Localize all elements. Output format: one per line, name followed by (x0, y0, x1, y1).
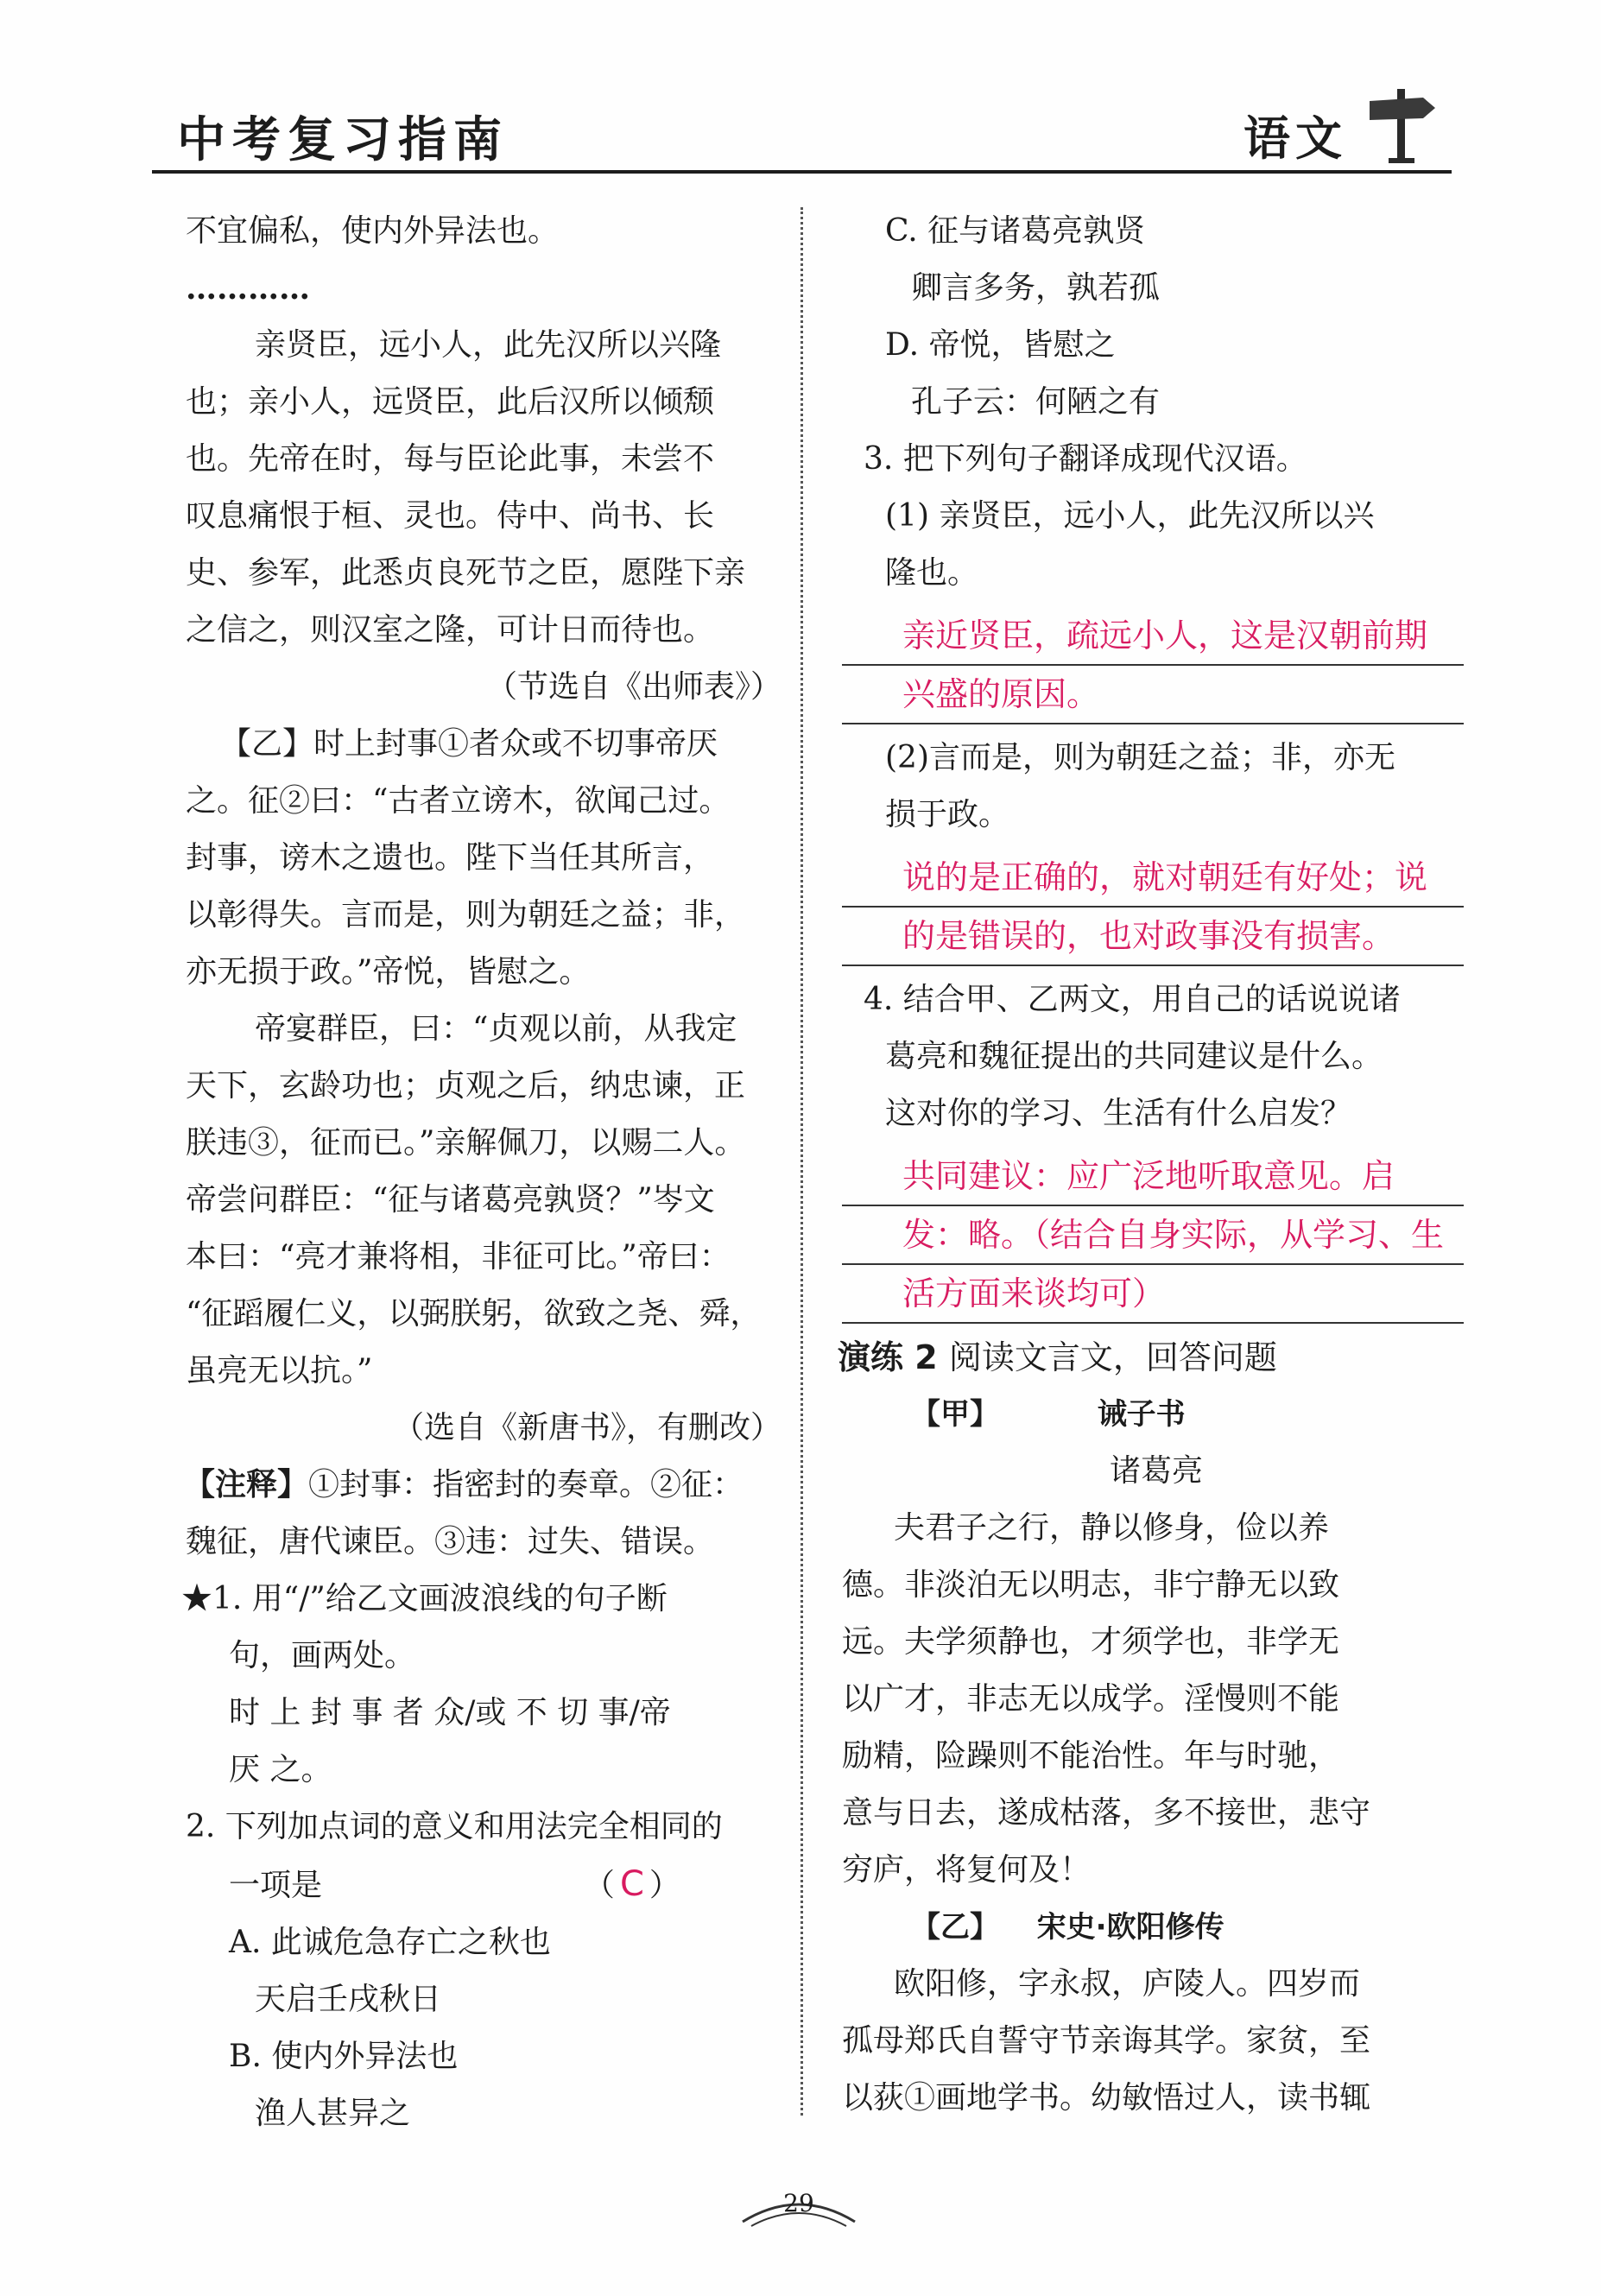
book-title: 中考复习指南 (177, 112, 509, 168)
passage-line: 叹息痛恨于桓、灵也。侍中、尚书、长 (186, 498, 715, 534)
question-2 (186, 1799, 782, 2142)
ellipsis: ………… (186, 270, 310, 307)
question-text: 这对你的学习、生活有什么启发？ (885, 1096, 1352, 1131)
passage-line: 德。非淡泊无以明志，非宁静无以致 (842, 1567, 1340, 1603)
passage-line: 帝尝问群臣：“征与诸葛亮孰贤？”岑文 (186, 1182, 715, 1218)
option-b: B. 使内外异法也 (229, 2039, 459, 2074)
question-text: 句，画两处。 (229, 1638, 416, 1673)
option-d: D. 帝悦，皆慰之 (885, 327, 1116, 363)
passage-line: 本曰：“亮才兼将相，非征可比。”帝曰： (186, 1239, 731, 1275)
yi-label: 【乙】 (911, 1910, 999, 1945)
answer-line: 发：略。（结合自身实际，从学习、生 (842, 1206, 1464, 1265)
question-text: (1) 亲贤臣，远小人，此先汉所以兴 (885, 498, 1375, 534)
option-d-compare: 孔子云：何陋之有 (911, 384, 1161, 420)
passage-line: 之。征②曰：“古者立谤木，欲闻己过。 (186, 783, 731, 819)
passage-line: 帝宴群臣，曰：“贞观以前，从我定 (255, 1011, 737, 1047)
jia-label: 【甲】 (911, 1397, 999, 1432)
page-number: 29 (783, 2189, 814, 2217)
passage-line: 励精，险躁则不能治性。年与时驰， (842, 1738, 1340, 1774)
passage-line: 亲贤臣，远小人，此先汉所以兴隆 (255, 327, 722, 363)
passage-line: 史、参军，此悉贞良死节之臣，愿陛下亲 (186, 555, 746, 591)
passage-jia-right (842, 1500, 1464, 1899)
drill-instruction: 阅读文言文，回答问题 (948, 1338, 1277, 1376)
passage-line: 也。先帝在时，每与臣论此事，未尝不 (186, 441, 715, 477)
passage-line: 虽亮无以抗。” (186, 1353, 373, 1388)
note-text: 魏征，唐代谏臣。③违：过失、错误。 (186, 1524, 715, 1559)
answer-3-2 (842, 849, 1464, 966)
passage-yi (186, 716, 782, 1457)
option-a-compare: 天启壬戌秋日 (255, 1982, 442, 2017)
answer-paren-close: ） (649, 1868, 680, 1903)
notes-label: 【注释】 (184, 1467, 309, 1502)
answer-4 (842, 1148, 1464, 1324)
question-text: ★1. 用“/”给乙文画波浪线的句子断 (181, 1581, 668, 1616)
right-column (838, 203, 1464, 2127)
selected-answer: C (619, 1864, 644, 1904)
answer-line: 兴盛的原因。 (842, 666, 1464, 724)
question-text: 葛亮和魏征提出的共同建议是什么。 (885, 1039, 1383, 1074)
passage-line: 之信之，则汉室之隆，可计日而待也。 (186, 612, 715, 648)
passage-line: 远。夫学须静也，才须学也，非学无 (842, 1624, 1340, 1660)
passage-line: 以广才，非志无以成学。淫慢则不能 (842, 1681, 1340, 1717)
option-a: A. 此诚危急存亡之秋也 (229, 1925, 551, 1960)
passage-line: 也；亲小人，远贤臣，此后汉所以倾颓 (186, 384, 715, 420)
passage-line: 亦无损于政。”帝悦，皆慰之。 (186, 954, 591, 990)
option-c: C. 征与诸葛亮孰贤 (885, 213, 1146, 249)
option-c-compare: 卿言多务，孰若孤 (911, 270, 1161, 306)
subject-label: 语文 (1243, 111, 1347, 166)
header-rule (152, 170, 1452, 174)
answer-line: 的是错误的，也对政事没有损害。 (842, 908, 1464, 966)
question-text: (2)言而是，则为朝廷之益；非，亦无 (885, 740, 1395, 775)
question-text: 损于政。 (885, 797, 1010, 832)
answer-paren-open: （ (583, 1868, 615, 1903)
jia-author: 诸葛亮 (1110, 1453, 1204, 1489)
answer-3-1 (842, 607, 1464, 724)
text-line: 不宜偏私，使内外异法也。 (186, 213, 560, 249)
question-text: 隆也。 (885, 555, 979, 591)
passage-line: 孤母郑氏自誓守节亲诲其学。家贫，至 (842, 2023, 1371, 2059)
answer-line: 亲近贤臣，疏远小人，这是汉朝前期 (842, 607, 1464, 666)
passage-line: 封事，谤木之遗也。陛下当任其所言， (186, 840, 715, 876)
source-citation: （选自《新唐书》，有删改） (392, 1410, 782, 1445)
passage-line: 【乙】时上封事①者众或不切事帝厌 (220, 726, 718, 762)
passage-yi-right (842, 1956, 1464, 2127)
passage-line: 以荻①画地学书。幼敏悟过人，读书辄 (842, 2080, 1371, 2116)
question-answer: 时 上 封 事 者 众/或 不 切 事/帝 (229, 1695, 671, 1730)
answer-line: 共同建议：应广泛地听取意见。启 (842, 1148, 1464, 1206)
passage-line: “征蹈履仁义，以弼朕躬，欲致之尧、舜， (186, 1296, 762, 1331)
notes (186, 1457, 782, 1571)
note-text: ①封事：指密封的奏章。②征： (308, 1467, 744, 1502)
column-divider (800, 207, 803, 2116)
passage-line: 以彰得失。言而是，则为朝廷之益；非， (186, 897, 746, 933)
passage-jia (186, 317, 782, 716)
question-4: 4. 结合甲、乙两文，用自己的话说说诸 (864, 982, 1401, 1017)
passage-line: 欧阳修，字永叔，庐陵人。四岁而 (894, 1966, 1361, 2002)
drill-label: 演练 2 (838, 1338, 938, 1376)
source-citation: （节选自《出师表》） (485, 669, 782, 705)
yi-title: 宋史·欧阳修传 (1036, 1910, 1224, 1945)
passage-line: 穷庐，将复何及！ (842, 1852, 1092, 1888)
answer-line: 说的是正确的，就对朝廷有好处；说 (842, 849, 1464, 908)
option-b-compare: 渔人甚异之 (255, 2096, 411, 2131)
question-text: 2. 下列加点词的意义和用法完全相同的 (186, 1809, 723, 1844)
left-column (181, 203, 782, 2142)
passage-line: 朕违③，征而已。”亲解佩刀，以赐二人。 (186, 1125, 746, 1161)
question-1 (181, 1571, 782, 1799)
question-3: 3. 把下列句子翻译成现代汉语。 (864, 441, 1307, 477)
passage-line: 夫君子之行，静以修身，俭以养 (894, 1510, 1330, 1546)
answer-line: 活方面来谈均可） (842, 1265, 1464, 1324)
passage-line: 意与日去，遂成枯落，多不接世，悲守 (842, 1795, 1371, 1831)
signpost-icon (1363, 82, 1440, 164)
question-answer: 厌 之。 (229, 1752, 332, 1787)
passage-line: 天下，玄龄功也；贞观之后，纳忠谏，正 (186, 1068, 746, 1104)
jia-title: 诫子书 (1097, 1397, 1186, 1432)
question-text: 一项是 (229, 1868, 323, 1903)
